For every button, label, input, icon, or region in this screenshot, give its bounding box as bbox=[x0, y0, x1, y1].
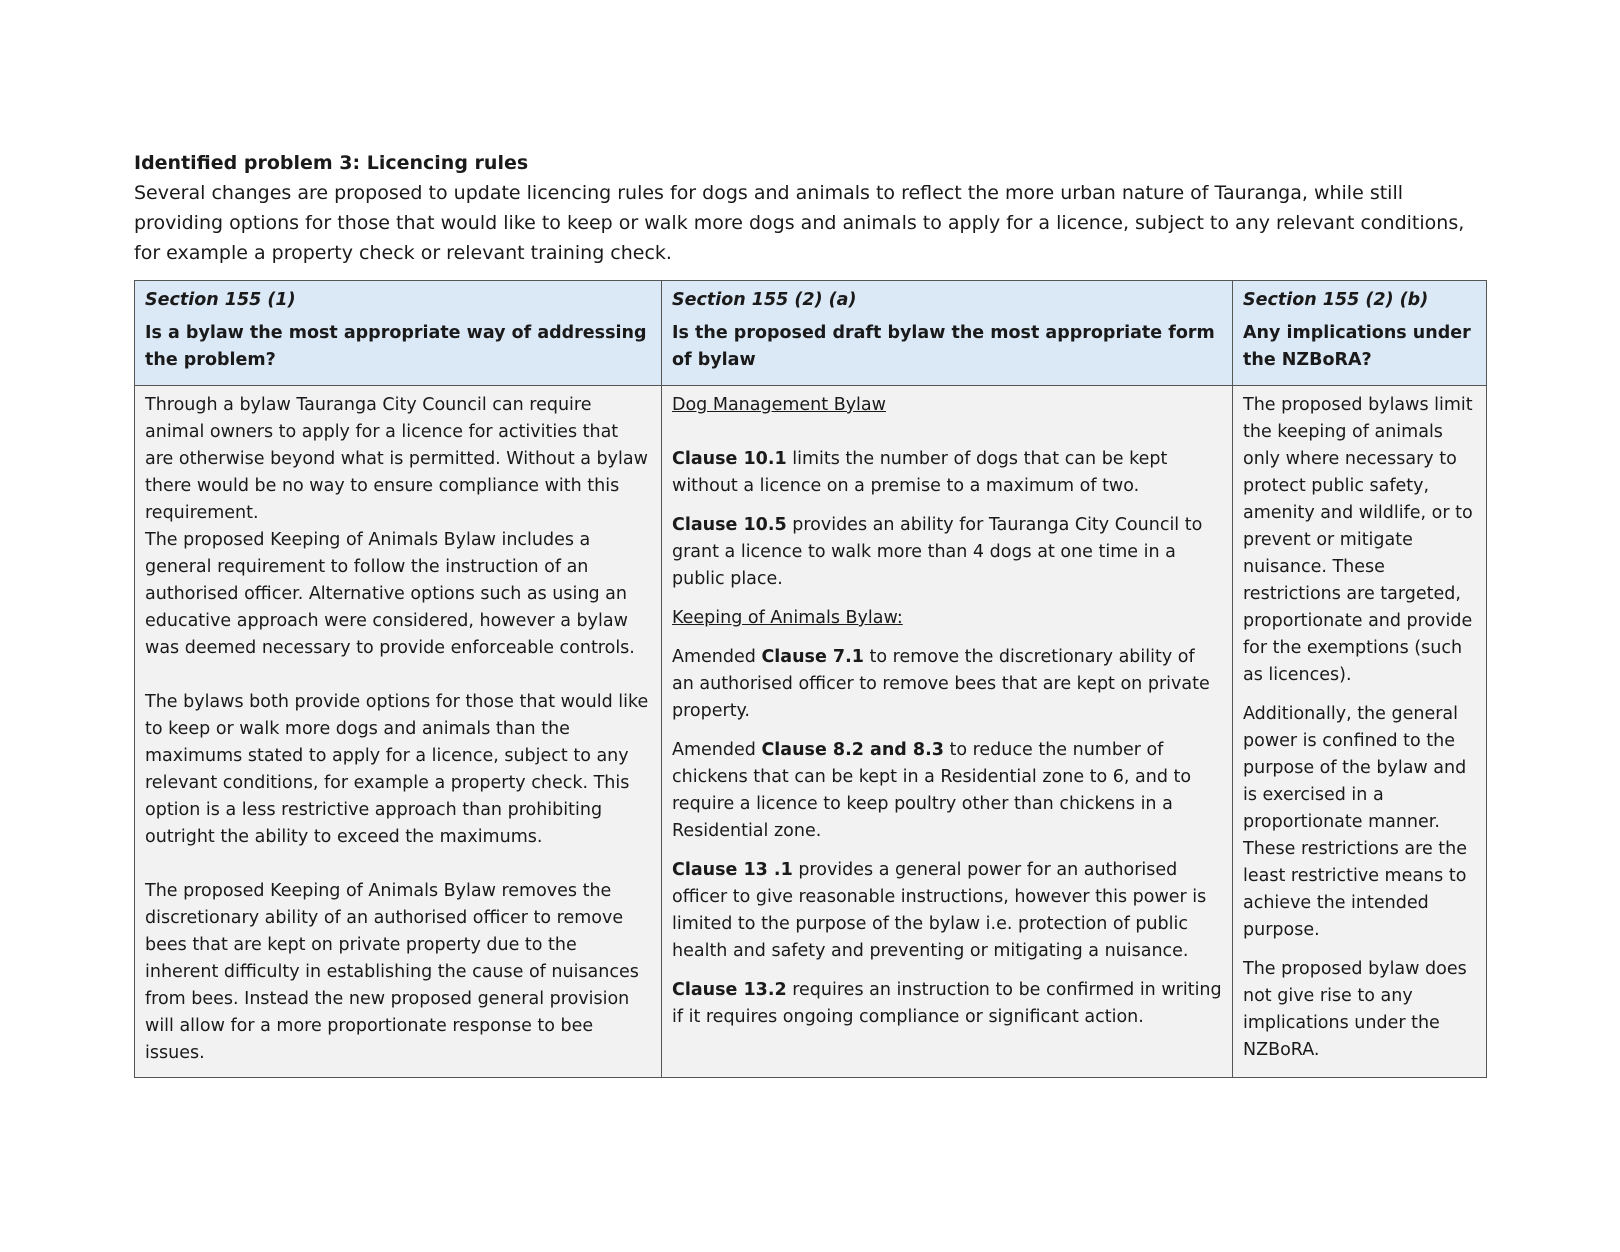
clause-text: to remove the discretionary ability of an authorised officer to remove bees that are kept on private property. bbox=[672, 647, 1210, 721]
clause-text: to reduce the number of chickens that can be kept in a Residential zone to 6, and to require a licence to keep poultry other than chickens in a Residential zone. bbox=[672, 740, 1192, 841]
section-label: Section 155 (1) bbox=[145, 290, 296, 310]
cell-nzbora-implications bbox=[1233, 386, 1487, 1078]
clause-text: requires an instruction to be confirmed in writing if it requires ongoing compliance or significant action. bbox=[672, 980, 1222, 1027]
clause-label: Clause 10.1 bbox=[672, 449, 787, 469]
clause-text: provides an ability for Tauranga City Council to grant a licence to walk more than 4 dogs at one time in a public place. bbox=[672, 515, 1203, 589]
cell-bylaw-appropriateness bbox=[135, 386, 662, 1078]
header-cell-section-155-2a bbox=[662, 281, 1233, 386]
clause-prefix: Amended bbox=[672, 740, 762, 760]
clause-prefix: Amended bbox=[672, 647, 762, 667]
clause-paragraph bbox=[672, 857, 1222, 965]
paragraph: The proposed Keeping of Animals Bylaw removes the discretionary ability of an authorised officer to remove bees that are kept on private property due to the inherent difficulty in establishing the cause of nuisances from bees. Instead the new proposed general provision will allow for a more proportionate response to bee issues. bbox=[145, 881, 639, 1063]
section-question: Is a bylaw the most appropriate way of addressing the problem? bbox=[145, 323, 647, 370]
paragraph: Through a bylaw Tauranga City Council can require animal owners to apply for a licence for activities that are otherwise beyond what is permitted. Without a bylaw there would be no way to ensure compliance with this requirement. bbox=[145, 395, 648, 523]
clause-paragraph bbox=[672, 512, 1222, 593]
section-label: Section 155 (2) (b) bbox=[1243, 290, 1429, 310]
header-cell-section-155-1 bbox=[135, 281, 662, 386]
keeping-of-animals-bylaw-heading: Keeping of Animals Bylaw: bbox=[672, 608, 903, 628]
cell-bylaw-form bbox=[662, 386, 1233, 1078]
section-label: Section 155 (2) (a) bbox=[672, 290, 857, 310]
paragraph: The proposed bylaw does not give rise to any implications under the NZBoRA. bbox=[1243, 959, 1467, 1060]
paragraph: Additionally, the general power is confined to the purpose of the bylaw and is exercised in a proportionate manner. These restrictions are the least restrictive means to achieve the intended purpose. bbox=[1243, 704, 1468, 940]
table-header-row bbox=[135, 281, 1487, 386]
section-question: Is the proposed draft bylaw the most appropriate form of bylaw bbox=[672, 323, 1215, 370]
clause-paragraph bbox=[672, 446, 1222, 500]
clause-paragraph bbox=[672, 977, 1222, 1031]
section-question: Any implications under the NZBoRA? bbox=[1243, 323, 1471, 370]
clause-paragraph bbox=[672, 737, 1222, 845]
clause-paragraph bbox=[672, 644, 1222, 725]
page-heading: Identified problem 3: Licencing rules bbox=[134, 152, 529, 174]
dog-management-bylaw-heading: Dog Management Bylaw bbox=[672, 395, 886, 415]
clause-label: Clause 13 .1 bbox=[672, 860, 793, 880]
header-cell-section-155-2b bbox=[1233, 281, 1487, 386]
clause-text: limits the number of dogs that can be kept without a licence on a premise to a maximum of two. bbox=[672, 449, 1168, 496]
clause-text: provides a general power for an authorised officer to give reasonable instructions, however this power is limited to the purpose of the bylaw i.e. protection of public health and safety and preventing or mitigating a nuisance. bbox=[672, 860, 1207, 961]
analysis-table bbox=[134, 280, 1487, 1078]
clause-label: Clause 10.5 bbox=[672, 515, 787, 535]
paragraph: The bylaws both provide options for those that would like to keep or walk more dogs and animals than the maximums stated to apply for a licence, subject to any relevant conditions, for example a property check. This option is a less restrictive approach than prohibiting outright the ability to exceed the maximums. bbox=[145, 692, 649, 847]
clause-label: Clause 7.1 bbox=[761, 647, 864, 667]
intro-paragraph: Several changes are proposed to update licencing rules for dogs and animals to reflect the more urban nature of Tauranga, while still providing options for those that would like to keep or walk more dogs and animals to apply for a licence, subject to any relevant conditions, for example a property check or relevant training check. bbox=[134, 182, 1465, 264]
paragraph: The proposed Keeping of Animals Bylaw includes a general requirement to follow the instruction of an authorised officer. Alternative options such as using an educative approach were considered, however a bylaw was deemed necessary to provide enforceable controls. bbox=[145, 530, 635, 658]
clause-label: Clause 8.2 and 8.3 bbox=[761, 740, 944, 760]
paragraph: The proposed bylaws limit the keeping of animals only where necessary to protect public safety, amenity and wildlife, or to prevent or mitigate nuisance. These restrictions are targeted, proportionate and provide for the exemptions (such as licences). bbox=[1243, 395, 1473, 685]
table-row bbox=[135, 386, 1487, 1078]
clause-label: Clause 13.2 bbox=[672, 980, 787, 1000]
document-page bbox=[134, 148, 1486, 1078]
